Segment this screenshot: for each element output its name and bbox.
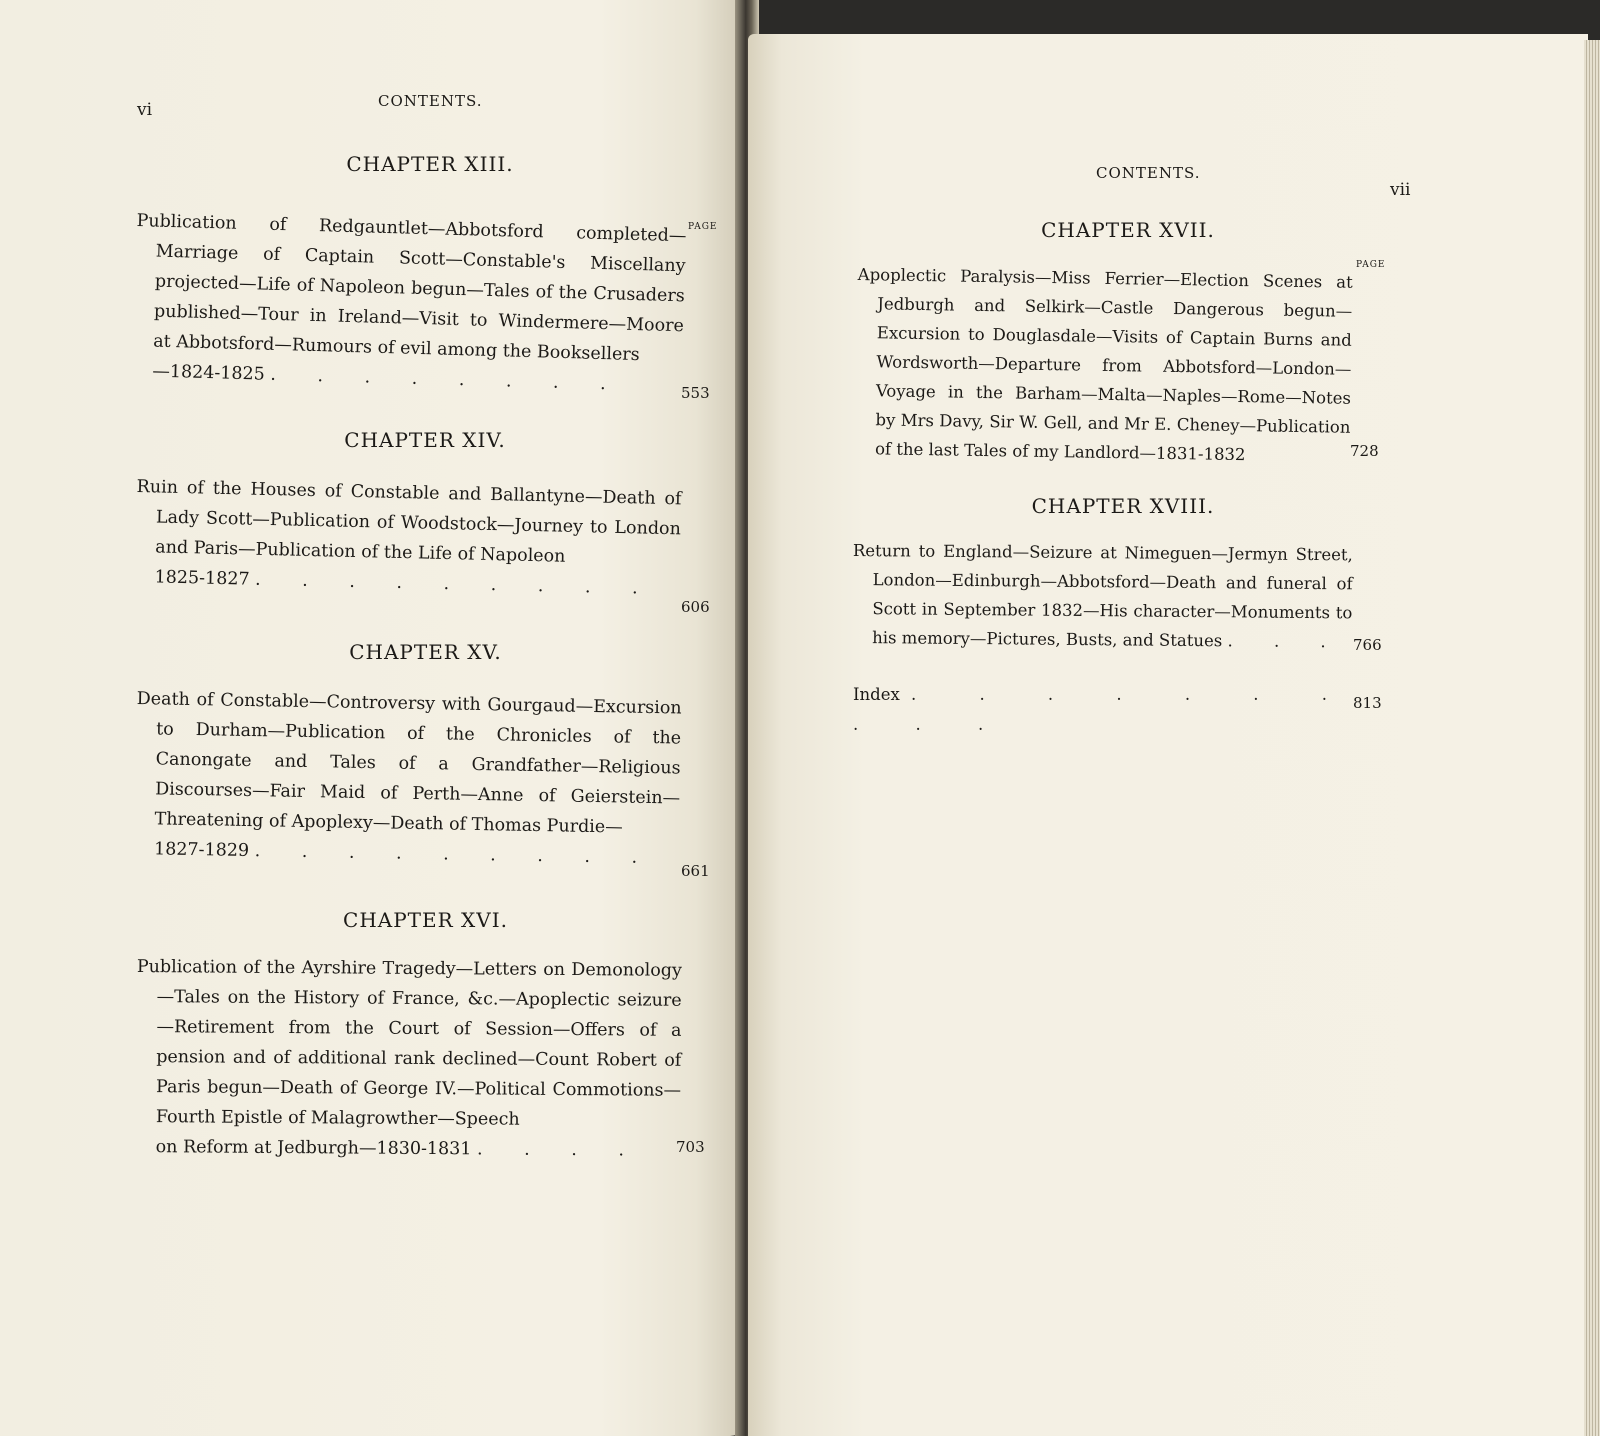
index-entry: Index . . . . . . . . . . — [853, 685, 1353, 734]
left-page — [0, 0, 748, 1436]
index-page: 813 — [1353, 694, 1382, 712]
chapter-xiv-entry: Ruin of the Houses of Constable and Ballantyne—Death of Lady Scott—Publication of Woodstock—Journey to London and Paris—Publication of the Life of Napoleon 1825-1827 . . . . . . . . . — [136, 476, 682, 599]
chapter-xv-entry: Death of Constable—Controversy with Gourgaud—Excursion to Durham—Publication of the Chronicles of the Canongate and Tales of a Grandfather—Religious Discourses—Fair Maid of Perth—Anne of Geierstein—Threatening of Apoplexy—Death of Thomas Purdie— 1827-1829 . . . . . . . . . — [136, 688, 682, 869]
chapter-xvi-entry: Publication of the Ayrshire Tragedy—Letters on Demonology—Tales on the History of France, &c.—Apoplectic seizure—Retirement from the Court of Session—Offers of a pension and of additional rank declined—Count Robert of Paris begun—Death of George IV.—Political Commotions—Fourth Epistle of Malagrowther—Speech on Reform at Jedburgh—1830-1831 . . . . — [136, 956, 682, 1161]
chapter-xviii-title: CHAPTER XVIII. — [1031, 494, 1215, 518]
chapter-xv-title: CHAPTER XV. — [349, 640, 502, 664]
chapter-xiii-page: 553 — [681, 384, 710, 402]
chapter-xvi-title: CHAPTER XVI. — [343, 908, 508, 932]
folio-left: vi — [137, 100, 153, 120]
chapter-xvi-text: Publication of the Ayrshire Tragedy—Letters on Demonology—Tales on the History of France, &c.—Apoplectic seizure—Retirement from the Court of Session—Offers of a pension and of additional rank declined—Count Robert of Paris begun—Death of George IV.—Political Commotions—Fourth Epistle of Malagrowther—Speech — [136, 956, 682, 1130]
chapter-xvii-page: 728 — [1350, 442, 1379, 460]
chapter-xiv-title: CHAPTER XIV. — [344, 428, 506, 452]
chapter-xvi-page: 703 — [676, 1138, 705, 1156]
chapter-xvi-dates: on Reform at Jedburgh—1830-1831 — [155, 1137, 472, 1160]
chapter-xiii-entry: Publication of Redgauntlet—Abbotsford completed—Marriage of Captain Scott—Constable's Miscellany projected—Life of Napoleon begun—Tales of the Crusaders published—Tour in Ireland—Visit to Windermere—Moore at Abbotsford—Rumours of evil among the Booksellers —1824-1825 . . . . . . . . — [136, 210, 687, 395]
index-label: Index — [853, 685, 900, 704]
chapter-xvii-entry — [855, 260, 1353, 471]
folio-right: vii — [1390, 180, 1411, 200]
chapter-xvii-title: CHAPTER XVII. — [1041, 218, 1215, 242]
chapter-xvii-text: Apoplectic Paralysis—Miss Ferrier—Election Scenes at Jedburgh and Selkirk—Castle Dangerous begun—Excursion to Douglasdale—Visits of Captain Burns and Wordsworth—Departure from Abbotsford—London—Voyage in the Barham—Malta—Naples—Rome—Notes by Mrs Davy, Sir W. Gell, and Mr E. Cheney—Publication of the last Tales of my Landlord—1831-1832 — [857, 264, 1353, 465]
chapter-xiii-text: Publication of Redgauntlet—Abbotsford completed—Marriage of Captain Scott—Constable's Miscellany projected—Life of Napoleon begun—Tales of the Crusaders published—Tour in Ireland—Visit to Windermere—Moore at Abbotsford—Rumours of evil among the Booksellers — [136, 210, 687, 366]
chapter-xv-dates: 1827-1829 — [153, 839, 250, 861]
chapter-xiii-dates: —1824-1825 — [152, 361, 266, 385]
chapter-xviii-text: Return to England—Seizure at Nimeguen—Jermyn Street, London—Edinburgh—Abbotsford—Death and funeral of Scott in September 1832—His character—Monuments to his memory—Pictures, Busts, and Statues — [852, 540, 1353, 651]
fore-edge — [1584, 40, 1600, 1436]
running-head-left: CONTENTS. — [378, 92, 483, 110]
chapter-xiii-title: CHAPTER XIII. — [346, 152, 514, 176]
chapter-xviii-page: 766 — [1353, 636, 1382, 654]
chapter-xiv-dates: 1825-1827 — [154, 567, 250, 590]
chapter-xv-page: 661 — [681, 862, 710, 880]
page-label-right: PAGE — [1356, 260, 1386, 270]
chapter-xv-text: Death of Constable—Controversy with Gourgaud—Excursion to Durham—Publication of the Chronicles of the Canongate and Tales of a Grandfather—Religious Discourses—Fair Maid of Perth—Anne of Geierstein—Threatening of Apoplexy—Death of Thomas Purdie— — [136, 688, 682, 838]
chapter-xiv-page: 606 — [681, 598, 710, 616]
page-label-left: PAGE — [688, 222, 718, 232]
right-page — [748, 34, 1588, 1436]
chapter-xiv-text: Ruin of the Houses of Constable and Ballantyne—Death of Lady Scott—Publication of Woodstock—Journey to London and Paris—Publication of the Life of Napoleon — [136, 476, 682, 567]
running-head-right: CONTENTS. — [1096, 164, 1201, 182]
chapter-xviii-entry: Return to England—Seizure at Nimeguen—Jermyn Street, London—Edinburgh—Abbotsford—Death and funeral of Scott in September 1832—His character—Monuments to his memory—Pictures, Busts, and Statues . . . — [852, 540, 1353, 652]
